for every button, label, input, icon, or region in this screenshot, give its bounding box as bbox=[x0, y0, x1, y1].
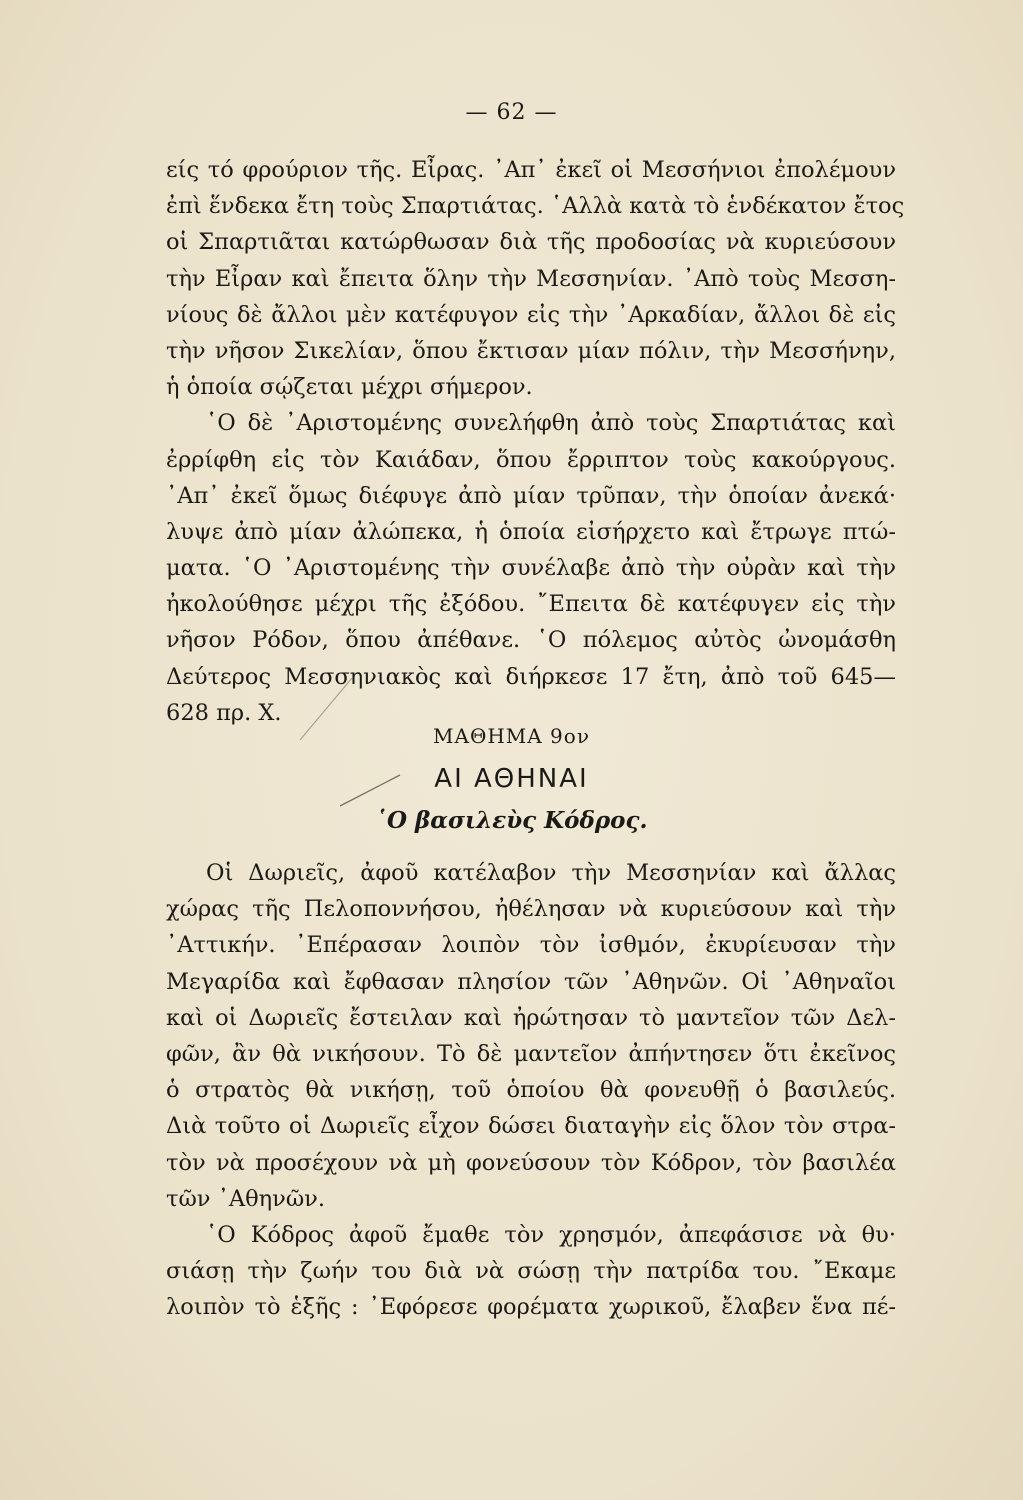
text-line: Διὰ τοῦτο οἱ Δωριεῖς εἶχον δώσει διαταγὴν εἰς ὅλον τὸν στρα- bbox=[166, 1113, 896, 1140]
text-line: φῶν, ἂν θὰ νικήσουν. Τὸ δὲ μαντεῖον ἀπήντησεν ὅτι ἐκεῖνος bbox=[166, 1040, 896, 1067]
pencil-stroke-mark bbox=[270, 678, 410, 828]
text-line: ἡ ὁποία σῴζεται μέχρι σήμερον. bbox=[166, 374, 533, 401]
text-line: τὸν νὰ προσέχουν νὰ μὴ φονεύσουν τὸν Κόδρον, τὸν βασιλέα bbox=[166, 1149, 896, 1176]
text-line: ἐρρίφθη εἰς τὸν Καιάδαν, ὅπου ἔρριπτον τοὺς κακούργους. bbox=[166, 446, 896, 473]
text-line: σιάσῃ τὴν ζωήν του διὰ νὰ σώσῃ τὴν πατρίδα του. ῎Εκαμε bbox=[166, 1258, 896, 1285]
text-line: Δεύτερος Μεσσηνιακὸς καὶ διήρκεσε 17 ἔτη, ἀπὸ τοῦ 645— bbox=[166, 663, 896, 690]
text-line: ἠκολούθησε μέχρι τῆς ἐξόδου. ῎Επειτα δὲ κατέφυγεν εἰς τὴν bbox=[166, 591, 896, 618]
text-block-upper bbox=[166, 152, 905, 731]
paragraph bbox=[166, 855, 896, 1217]
text-line: είς τό φρούριον τῆς. Εἶρας. ᾿Απ᾿ ἐκεῖ οἱ Μεσσήνιοι ἐπολέμουν bbox=[166, 157, 896, 183]
text-line: ῾Ο Κόδρος ἀφοῦ ἔμαθε τὸν χρησμόν, ἀπεφάσισε νὰ θυ· bbox=[206, 1221, 896, 1248]
text-line: οἱ Σπαρτιᾶται κατώρθωσαν διὰ τῆς προδοσίας νὰ κυριεύσουν bbox=[166, 229, 896, 256]
section-title: ΑΙ ΑΘΗΝΑΙ bbox=[434, 764, 589, 794]
lesson-number: ΜΑΘΗΜΑ 9ον bbox=[433, 724, 590, 748]
text-line: ᾿Αττικήν. ᾿Επέρασαν λοιπὸν τὸν ἰσθμόν, ἐκυρίευσαν τὴν bbox=[166, 932, 896, 959]
text-line: ᾿Απ᾿ ἐκεῖ ὅμως διέφυγε ἀπὸ μίαν τρῦπαν, τὴν ὁποίαν ἀνεκά· bbox=[166, 482, 896, 509]
text-line: ὁ στρατὸς θὰ νικήσῃ, τοῦ ὁποίου θὰ φονευθῇ ὁ βασιλεύς. bbox=[166, 1077, 896, 1104]
text-line: νίους δὲ ἄλλοι μὲν κατέφυγον εἰς τὴν ᾿Αρκαδίαν, ἄλλοι δὲ εἰς bbox=[166, 301, 896, 328]
text-line: Μεγαρίδα καὶ ἔφθασαν πλησίον τῶν ᾿Αθηνῶν. Οἱ ᾿Αθηναῖοι bbox=[166, 968, 896, 995]
text-line: ἐπὶ ἕνδεκα ἔτη τοὺς Σπαρτιάτας. ῾Αλλὰ κατὰ τὸ ἑνδέκατον ἔτος bbox=[166, 193, 905, 220]
text-line: Οἱ Δωριεῖς, ἀφοῦ κατέλαβον τὴν Μεσσηνίαν καὶ ἄλλας bbox=[206, 860, 896, 886]
text-line: λυψε ἀπὸ μίαν ἀλώπεκα, ἡ ὁποία εἰσήρχετο καὶ ἔτρωγε πτώ- bbox=[166, 518, 896, 545]
paragraph bbox=[166, 152, 905, 405]
text-line: τὴν νῆσον Σικελίαν, ὅπου ἔκτισαν μίαν πόλιν, τὴν Μεσσήνην, bbox=[166, 337, 896, 364]
text-line: λοιπὸν τὸ ἑξῆς : ᾿Εφόρεσε φορέματα χωρικοῦ, ἔλαβεν ἕνα πέ- bbox=[166, 1294, 896, 1321]
text-line: 628 πρ. Χ. bbox=[166, 699, 282, 726]
text-line: νῆσον Ρόδον, ὅπου ἀπέθανε. ῾Ο πόλεμος αὐτὸς ὠνομάσθη bbox=[166, 627, 896, 654]
text-line: τὴν Εἶραν καὶ ἔπειτα ὅλην τὴν Μεσσηνίαν. ᾿Απὸ τοὺς Μεσση- bbox=[166, 265, 896, 292]
text-block-lower bbox=[166, 855, 896, 1325]
text-line: ῾Ο δὲ ᾿Αριστομένης συνελήφθη ἀπὸ τοὺς Σπαρτιάτας καὶ bbox=[206, 410, 896, 437]
text-line: ματα. ῾Ο ᾿Αριστομένης τὴν συνέλαβε ἀπὸ τὴν οὐρὰν καὶ τὴν bbox=[166, 555, 896, 582]
text-line: χώρας τῆς Πελοποννήσου, ἠθέλησαν νὰ κυριεύσουν καὶ τὴν bbox=[166, 896, 896, 923]
page-number: — 62 — bbox=[465, 100, 558, 125]
section-subtitle: ῾Ο βασιλεὺς Κόδρος. bbox=[375, 807, 648, 834]
text-line: τῶν ᾿Αθηνῶν. bbox=[166, 1185, 326, 1212]
paragraph bbox=[166, 1217, 896, 1326]
text-line: καὶ οἱ Δωριεῖς ἔστειλαν καὶ ἠρώτησαν τὸ μαντεῖον τῶν Δελ- bbox=[166, 1004, 896, 1031]
